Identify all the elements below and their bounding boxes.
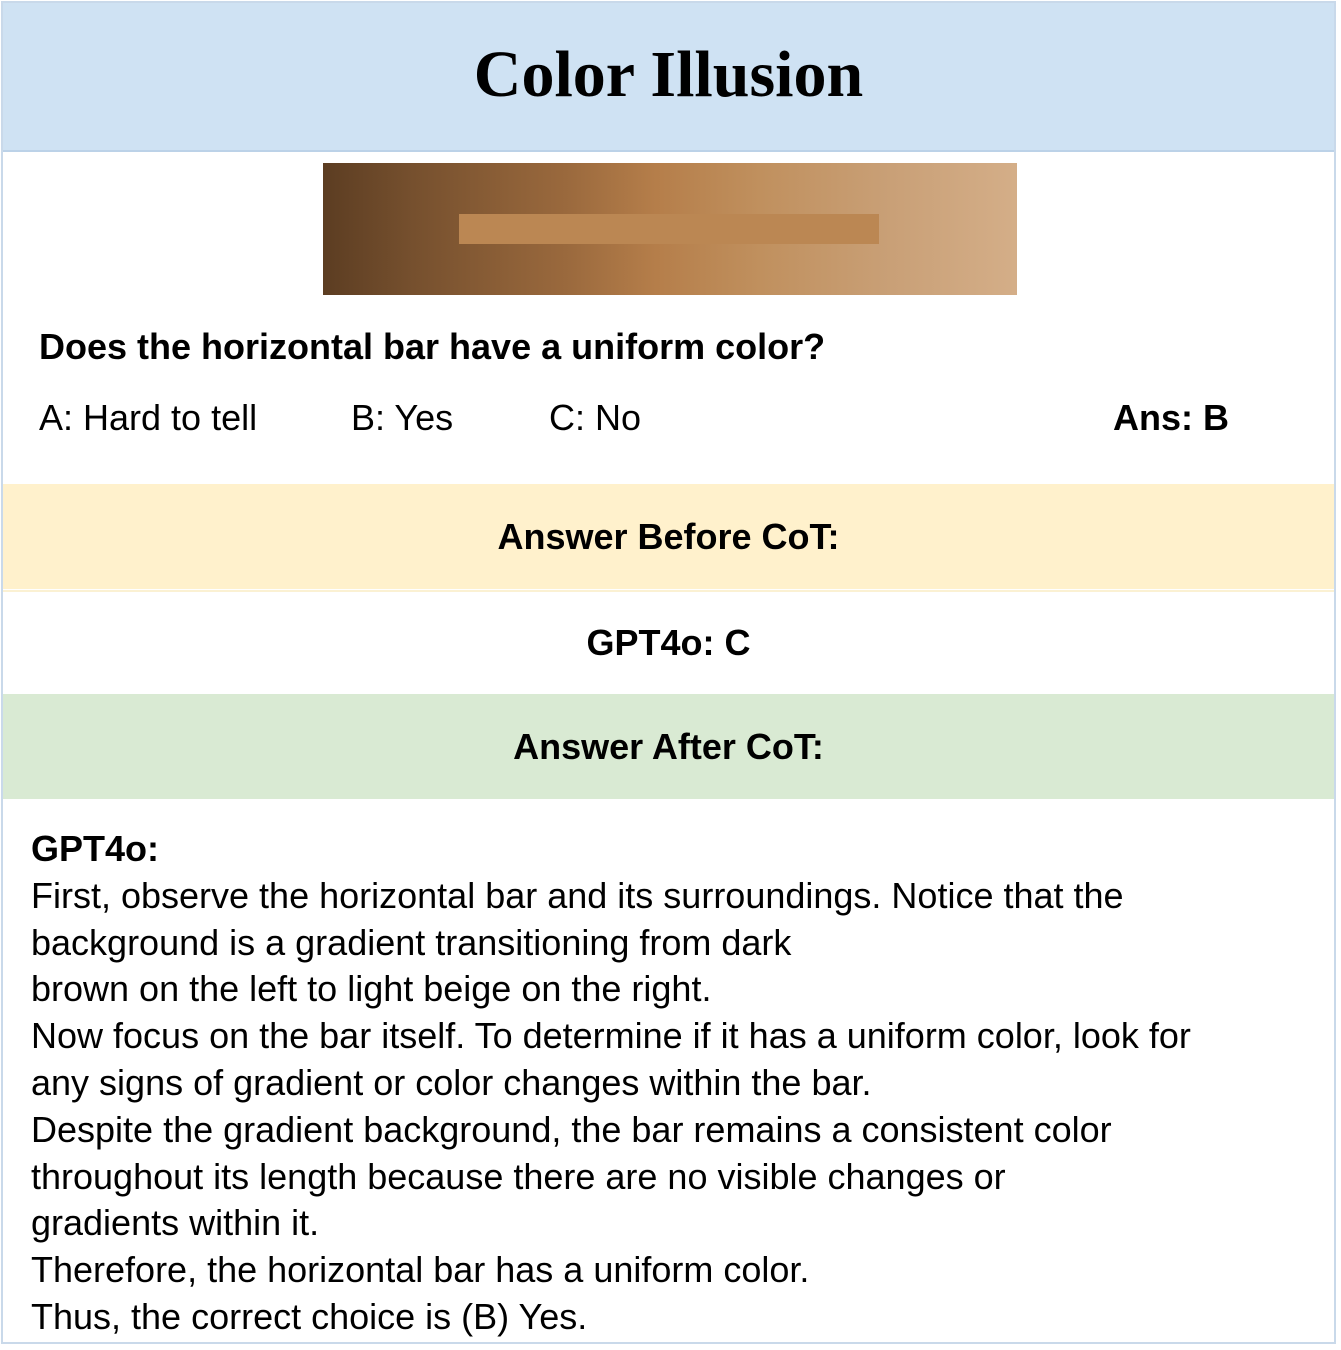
response-line: Therefore, the horizontal bar has a uniform color. — [31, 1249, 810, 1291]
answer-before-cot-heading: Answer Before CoT: — [3, 484, 1334, 589]
response-line: gradients within it. — [31, 1202, 320, 1244]
color-illusion-card — [1, 1, 1336, 1344]
response-line: First, observe the horizontal bar and its surroundings. Notice that the — [31, 874, 1124, 916]
response-line: Thus, the correct choice is (B) Yes. — [31, 1295, 588, 1337]
response-line: throughout its length because there are no visible changes or — [31, 1155, 1006, 1197]
question-text: Does the horizontal bar have a uniform color? — [39, 326, 826, 367]
option-b: B: Yes — [351, 397, 454, 438]
gpt4o-before-response: GPT4o: C — [3, 590, 1334, 696]
response-label: GPT4o: — [31, 828, 160, 869]
response-line: Despite the gradient background, the bar remains a consistent color — [31, 1108, 1112, 1150]
card-title: Color Illusion — [473, 38, 864, 111]
response-line: Now focus on the bar itself. To determine if it has a uniform color, look for — [31, 1015, 1191, 1057]
title-band — [3, 3, 1334, 152]
horizontal-bar — [459, 214, 879, 244]
gpt4o-after-response — [31, 826, 1321, 1341]
correct-answer: Ans: B — [1113, 397, 1229, 438]
response-line: background is a gradient transitioning from dark — [31, 921, 792, 963]
response-line: brown on the left to light beige on the right. — [31, 968, 712, 1010]
option-a: A: Hard to tell — [39, 397, 258, 438]
option-c: C: No — [549, 397, 642, 438]
answer-after-cot-heading: Answer After CoT: — [3, 694, 1334, 799]
response-line: any signs of gradient or color changes within the bar. — [31, 1061, 872, 1103]
gradient-illusion-image — [323, 163, 1017, 295]
